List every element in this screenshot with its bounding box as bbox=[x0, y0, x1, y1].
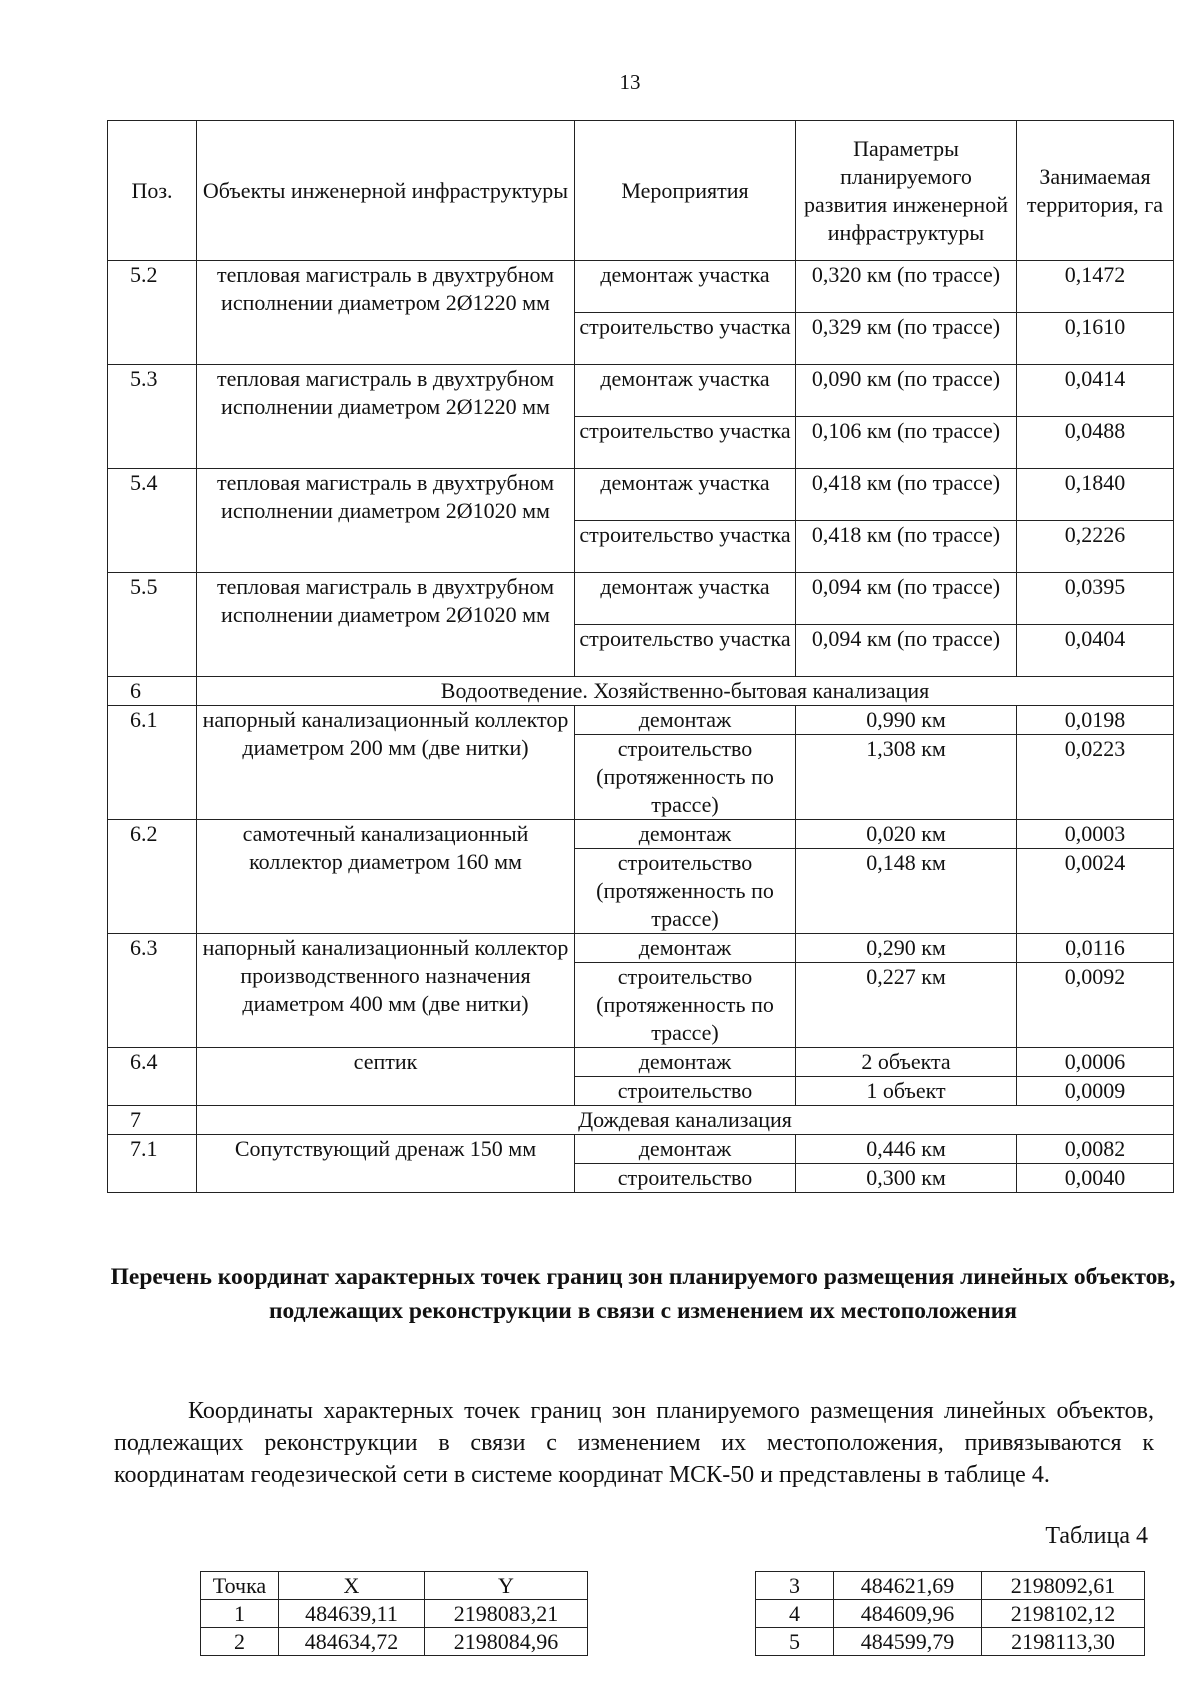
row-area: 0,0414 bbox=[1017, 365, 1174, 417]
row-measure: строительство участка bbox=[575, 417, 796, 469]
section-title: Дождевая канализация bbox=[197, 1106, 1174, 1135]
row-pos: 7.1 bbox=[108, 1135, 197, 1193]
row-pos: 6.4 bbox=[108, 1048, 197, 1106]
row-pos: 5.2 bbox=[108, 261, 197, 365]
row-pos: 6.2 bbox=[108, 820, 197, 934]
row-measure: строительство (протяженность по трассе) bbox=[575, 963, 796, 1048]
row-param: 0,090 км (по трассе) bbox=[796, 365, 1017, 417]
table-row bbox=[108, 820, 1174, 849]
coordinate-point: 5 bbox=[756, 1628, 834, 1656]
row-measure: демонтаж участка bbox=[575, 573, 796, 625]
row-area: 0,0040 bbox=[1017, 1164, 1174, 1193]
table-header-row bbox=[108, 121, 1174, 261]
row-param: 0,094 км (по трассе) bbox=[796, 625, 1017, 677]
row-param: 1 объект bbox=[796, 1077, 1017, 1106]
row-area: 0,0116 bbox=[1017, 934, 1174, 963]
row-area: 0,0395 bbox=[1017, 573, 1174, 625]
row-param: 1,308 км bbox=[796, 735, 1017, 820]
infrastructure-table bbox=[107, 120, 1174, 1193]
coordinate-point: 1 bbox=[201, 1600, 279, 1628]
row-object: Сопутствующий дренаж 150 мм bbox=[197, 1135, 575, 1193]
row-param: 2 объекта bbox=[796, 1048, 1017, 1077]
row-area: 0,2226 bbox=[1017, 521, 1174, 573]
row-param: 0,094 км (по трассе) bbox=[796, 573, 1017, 625]
row-object: септик bbox=[197, 1048, 575, 1106]
row-area: 0,0488 bbox=[1017, 417, 1174, 469]
row-param: 0,418 км (по трассе) bbox=[796, 521, 1017, 573]
table-row bbox=[108, 1048, 1174, 1077]
row-param: 0,227 км bbox=[796, 963, 1017, 1048]
table-row bbox=[108, 1135, 1174, 1164]
section-row bbox=[108, 1106, 1174, 1135]
header-point: Точка bbox=[201, 1572, 279, 1600]
row-param: 0,290 км bbox=[796, 934, 1017, 963]
row-param: 0,020 км bbox=[796, 820, 1017, 849]
header-object: Объекты инженерной инфраструктуры bbox=[197, 121, 575, 261]
row-area: 0,0024 bbox=[1017, 849, 1174, 934]
coordinates-row bbox=[756, 1628, 1145, 1656]
row-param: 0,990 км bbox=[796, 706, 1017, 735]
section-heading: Перечень координат характерных точек границ зон планируемого размещения линейных объектов, подлежащих реконструкции в связи с изменением их местоположения bbox=[110, 1264, 1176, 1324]
coordinates-row bbox=[756, 1600, 1145, 1628]
row-area: 0,1840 bbox=[1017, 469, 1174, 521]
header-params: Параметры планируемого развития инженерной инфраструктуры bbox=[796, 121, 1017, 261]
coordinate-point: 3 bbox=[756, 1572, 834, 1600]
coordinates-row bbox=[756, 1572, 1145, 1600]
page-number: 13 bbox=[619, 70, 641, 94]
row-param: 0,106 км (по трассе) bbox=[796, 417, 1017, 469]
row-area: 0,0006 bbox=[1017, 1048, 1174, 1077]
row-measure: строительство bbox=[575, 1077, 796, 1106]
row-object: напорный канализационный коллектор производственного назначения диаметром 400 мм (две нитки) bbox=[197, 934, 575, 1048]
coordinate-point: 4 bbox=[756, 1600, 834, 1628]
row-pos: 5.3 bbox=[108, 365, 197, 469]
row-measure: демонтаж bbox=[575, 1135, 796, 1164]
row-measure: строительство участка bbox=[575, 625, 796, 677]
coordinate-x: 484609,96 bbox=[834, 1600, 982, 1628]
row-measure: демонтаж участка bbox=[575, 365, 796, 417]
coordinate-y: 2198083,21 bbox=[425, 1600, 588, 1628]
row-measure: демонтаж участка bbox=[575, 261, 796, 313]
header-pos: Поз. bbox=[108, 121, 197, 261]
coordinate-x: 484634,72 bbox=[279, 1628, 425, 1656]
row-param: 0,148 км bbox=[796, 849, 1017, 934]
table-row bbox=[108, 934, 1174, 963]
coordinate-y: 2198102,12 bbox=[982, 1600, 1145, 1628]
row-measure: демонтаж bbox=[575, 820, 796, 849]
row-measure: строительство bbox=[575, 1164, 796, 1193]
header-measure: Мероприятия bbox=[575, 121, 796, 261]
row-pos: 6.1 bbox=[108, 706, 197, 820]
row-area: 0,0198 bbox=[1017, 706, 1174, 735]
header-y: Y bbox=[425, 1572, 588, 1600]
row-area: 0,0003 bbox=[1017, 820, 1174, 849]
coordinates-table-right bbox=[755, 1571, 1145, 1656]
row-param: 0,329 км (по трассе) bbox=[796, 313, 1017, 365]
row-param: 0,300 км bbox=[796, 1164, 1017, 1193]
row-pos: 5.5 bbox=[108, 573, 197, 677]
row-area: 0,0082 bbox=[1017, 1135, 1174, 1164]
row-area: 0,0092 bbox=[1017, 963, 1174, 1048]
table-row bbox=[108, 365, 1174, 417]
table-row bbox=[108, 469, 1174, 521]
row-object: напорный канализационный коллектор диаметром 200 мм (две нитки) bbox=[197, 706, 575, 820]
table-row bbox=[108, 706, 1174, 735]
row-measure: демонтаж bbox=[575, 1048, 796, 1077]
header-area: Занимаемая территория, га bbox=[1017, 121, 1174, 261]
row-area: 0,0404 bbox=[1017, 625, 1174, 677]
coordinates-table-left bbox=[200, 1571, 588, 1656]
coordinates-header-row bbox=[201, 1572, 588, 1600]
row-area: 0,0223 bbox=[1017, 735, 1174, 820]
row-pos: 6.3 bbox=[108, 934, 197, 1048]
row-param: 0,446 км bbox=[796, 1135, 1017, 1164]
row-param: 0,418 км (по трассе) bbox=[796, 469, 1017, 521]
coordinate-y: 2198084,96 bbox=[425, 1628, 588, 1656]
coordinates-row bbox=[201, 1628, 588, 1656]
table-body bbox=[108, 261, 1174, 1193]
coordinates-row bbox=[201, 1600, 588, 1628]
section-row bbox=[108, 677, 1174, 706]
row-object: тепловая магистраль в двухтрубном исполнении диаметром 2Ø1020 мм bbox=[197, 573, 575, 677]
body-paragraph: Координаты характерных точек границ зон планируемого размещения линейных объектов, подлежащих реконструкции в связи с изменением их местоположения, привязываются к координатам геодезической сети в системе координат МСК-50 и представлены в таблице 4. bbox=[114, 1398, 1154, 1488]
row-pos: 5.4 bbox=[108, 469, 197, 573]
table-row bbox=[108, 261, 1174, 313]
row-object: тепловая магистраль в двухтрубном исполнении диаметром 2Ø1220 мм bbox=[197, 261, 575, 365]
coordinate-y: 2198113,30 bbox=[982, 1628, 1145, 1656]
row-measure: строительство участка bbox=[575, 313, 796, 365]
row-object: тепловая магистраль в двухтрубном исполнении диаметром 2Ø1220 мм bbox=[197, 365, 575, 469]
row-object: самотечный канализационный коллектор диаметром 160 мм bbox=[197, 820, 575, 934]
row-object: тепловая магистраль в двухтрубном исполнении диаметром 2Ø1020 мм bbox=[197, 469, 575, 573]
coordinate-x: 484639,11 bbox=[279, 1600, 425, 1628]
row-measure: демонтаж bbox=[575, 706, 796, 735]
row-measure: строительство (протяженность по трассе) bbox=[575, 735, 796, 820]
row-area: 0,1610 bbox=[1017, 313, 1174, 365]
coordinate-y: 2198092,61 bbox=[982, 1572, 1145, 1600]
row-param: 0,320 км (по трассе) bbox=[796, 261, 1017, 313]
row-measure: строительство участка bbox=[575, 521, 796, 573]
table-row bbox=[108, 573, 1174, 625]
row-measure: демонтаж bbox=[575, 934, 796, 963]
row-area: 0,0009 bbox=[1017, 1077, 1174, 1106]
section-pos: 6 bbox=[108, 677, 197, 706]
coordinate-x: 484599,79 bbox=[834, 1628, 982, 1656]
header-x: X bbox=[279, 1572, 425, 1600]
row-measure: демонтаж участка bbox=[575, 469, 796, 521]
row-measure: строительство (протяженность по трассе) bbox=[575, 849, 796, 934]
row-area: 0,1472 bbox=[1017, 261, 1174, 313]
section-pos: 7 bbox=[108, 1106, 197, 1135]
section-title: Водоотведение. Хозяйственно-бытовая канализация bbox=[197, 677, 1174, 706]
table-caption: Таблица 4 bbox=[1045, 1523, 1148, 1549]
coordinate-point: 2 bbox=[201, 1628, 279, 1656]
coordinate-x: 484621,69 bbox=[834, 1572, 982, 1600]
